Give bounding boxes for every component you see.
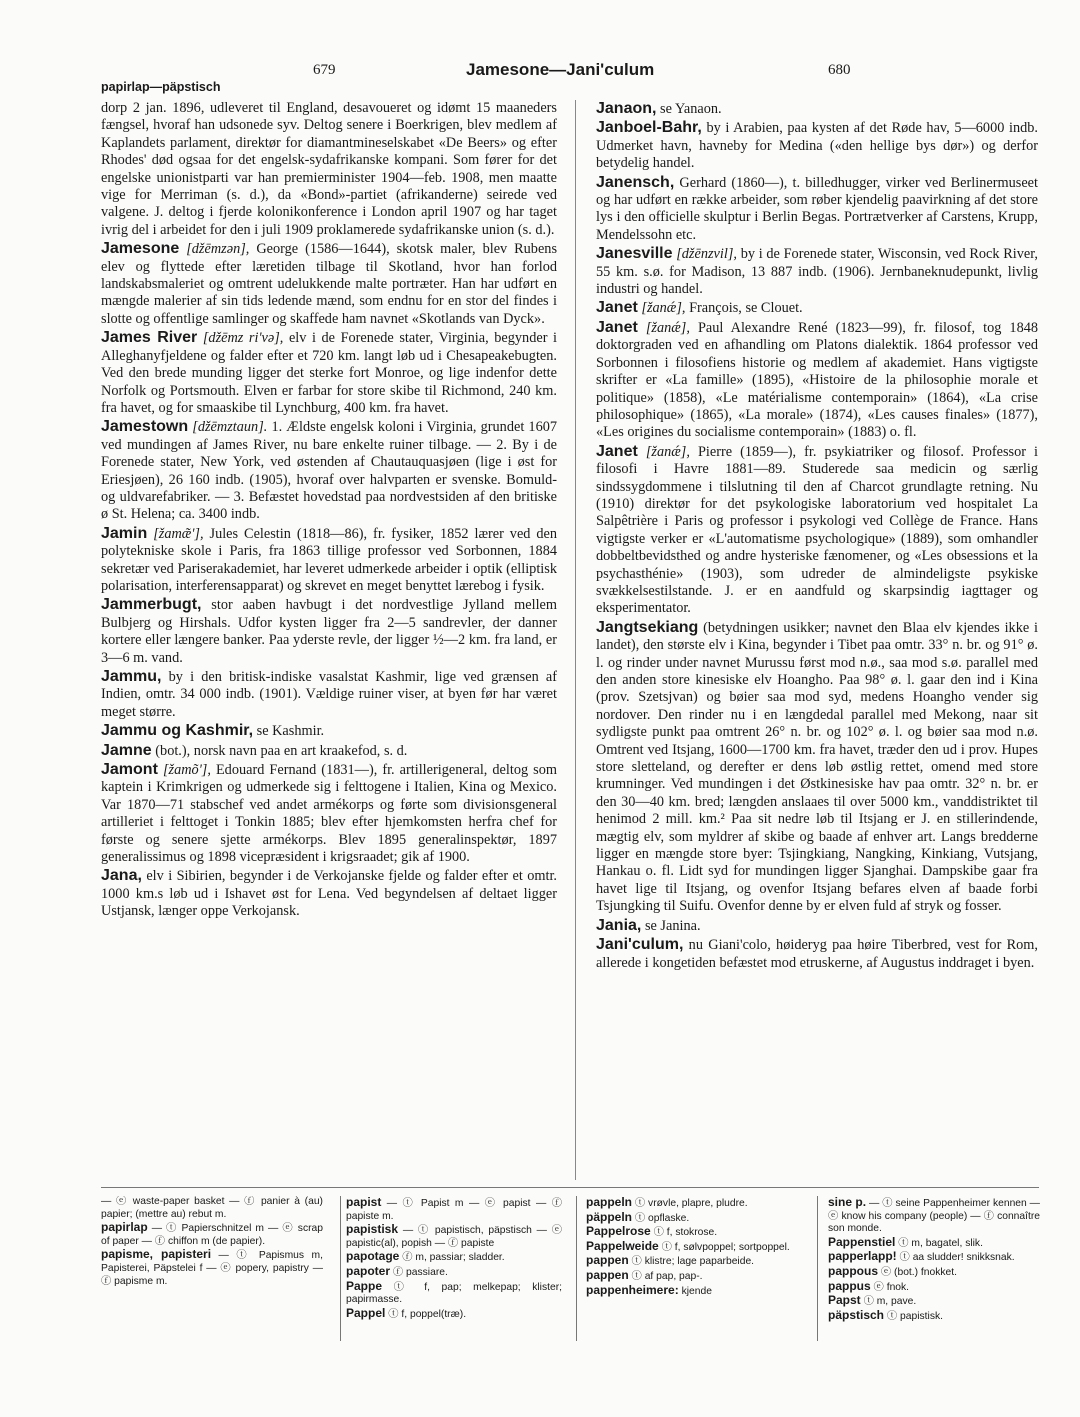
entry-text: (betydningen usikker; navnet den Blaa elv kjendes ikke i landet), den største elv i Kina, begynder i Tibet paa omtr. 33° n. br. og 91° ø. l. og rinder under navnet Murussu først mod n.ø., saa mod s.ø. parallel med den anden store kinesiske elv Hoangho. Paa 98° ø. l. gaar den ind i Kina (prov. Szetsjvan) og bøier saa mod syd, medens Hoangho vender sig nordover. Den rinder nu i en længdedal parallel med Mekong, naar sit sydligste punkt paa omtrent 26° n. br. og 102° ø. l. og bøier saa mod n.ø. Omtrent ved Itsjang, 1600—1700 km. fra havet, træder den ud i prov. Hupes store sletteland, og derefter er dens løb østlig rettet, omend med store krumninger. Ved mundingen i det Østkinesiske hav paa omtr. 32° n. br. er den 30—40 km. bred; længden anslaaes til over 5000 km., vanddistriktet til henimod 2 mill. km.² Paa sit nedre løb til Itsjang er J. en stillerindende, mægtig elv, som myldrer af skibe og baade af enhver art. Langs bredderne ligger en mængde store byer: Tsjingkiang, Nangking, Kinkiang, Vutsjang, Hankau o. fl. Lidt syd for mundingen ligger Sjanghai. Dampskibe gaar fra havet lige til Itsjang, og ovenfor Itsjang befares elven af baade forbi Tsjungking til Suifu. Ovenfor denne by er elven fuld af stryk og fosser. [596,619,1038,915]
entry [101,742,557,760]
footer-entry [828,1196,1040,1236]
entry-pronunciation: [žanǽ], [641,300,686,317]
entry [101,100,557,239]
footer-entry [346,1196,562,1223]
footer-word: pappen [586,1253,629,1268]
footer-word: papisme, papisteri [101,1247,212,1262]
entry [101,525,557,596]
column-divider [575,100,576,1180]
footer-translation: ⓣ f, stokrose. [653,1227,718,1239]
entry [101,668,557,721]
footer-entry [346,1280,562,1307]
footer-translation: ⓣ vrøvle, plapre, pludre. [634,1198,748,1209]
entry-pronunciation: [džēmz ri'və], [202,330,284,347]
footer-entry [828,1250,1040,1265]
footer-translation: — ⓣ Papierschnitzel m — ⓔ scrap of paper — ⓕ chiffon m (de papier). [101,1223,323,1247]
footer-translation: ⓣ papistisk. [886,1310,943,1322]
entry-headword: Janboel-Bahr, [596,119,702,137]
entry-pronunciation: [džēmzən], [186,241,250,258]
running-title: Jamesone—Jani'culum [466,60,655,79]
entry-pronunciation: [žamõ'], [162,762,211,779]
entry-text: Paul Alexandre René (1823—99), fr. filosof, tog 1848 doktorgraden ved en afhandling om Platons dialektik. 1864 professor ved Sorbonnen i filosofiens historie og medlem af akademiet. Hans vigtigste skrifter er «La famille» (1895), «Histoire de la philosophie morale et politique» (1858), «Le matérialisme contemporain» (1864), «La crise philosophique» (1865), «La morale» (1874), «Les causes finales» (1877), «Les origines du socialisme contemporain» (1883) o. fl. [596,319,1038,441]
entry-text: Gerhard (1860—), t. billedhugger, virker ved Berlinermuseet og har udført en række arbeider, som røber kjendelig paavirkning af det store lys i den officielle skulptur i Berlin Begas. Portrætverker af Carstens, Krupp, Mendelssohn etc. [596,174,1038,243]
entry [596,319,1038,442]
footer-entry [828,1280,1040,1295]
footer-word: pappus [828,1278,871,1293]
footer-entry [828,1309,1040,1324]
entry-text: Edouard Fernand (1831—), fr. artillerigeneral, deltog som kaptein i Krimkrigen og udmerkede sig i felttogene i Italien, Kina og Mexico. Var 1870—71 stabschef ved andet armékorps og førte som divisionsgeneral artilleriet i felttoget i Tonkin 1885; blev efter hjemkomsten herfra chef for første og senere sjette armékorps. Blev 1895 generalinspektør, 1897 generalissimus og 1898 vicepræsident i krigsraadet; gik af 1900. [101,762,557,866]
entry-text: by i Arabien, paa kysten af det Røde hav, 5—6000 indb. Udmerket havn, havneby for Medina («den hellige bys dør») og derfor betydelig handel. [596,120,1038,172]
entry-text: se Janina. [644,917,701,934]
entry-headword: Jammu og Kashmir, [101,722,254,740]
footer-column-divider [817,1196,818,1341]
entry-headword: Janet [596,442,638,460]
footer-word: päppeln [586,1209,633,1224]
right-column [596,100,1038,1180]
entry-headword: Janensch, [596,173,675,191]
left-column [101,100,557,1180]
footer-entry [828,1294,1040,1309]
entry-text: dorp 2 jan. 1896, udleveret til England, desavoueret og idømt 15 maaneders fængsel, hvoraf han udsonede syv. Deltog senere i Boerkrigen, blev medlem af Kaplandets parlament, direktør for diamantmineselskabet «De Beers» og efter Rhodes' død ogsaa for det engelsk-sydafrikanske kompani. Som fører for det engelske unionistparti var han premierminister 1904—feb. 1908, men maatte vige for Merriman (s. d.), da «Bond»-partiet (afrikanderne) seirede ved valgene. J. deltog i fjerde kolonikonference i London april 1907 og har taget ivrig del i arbeidet for den i juli 1909 proklamerede sydafrikanske union (s. d.). [101,100,557,238]
entry-headword: Jamont [101,761,158,779]
entry-headword: Jammerbugt, [101,596,202,614]
footer-entry [828,1265,1040,1280]
entry [101,867,557,920]
footer-word: papperlapp! [828,1249,897,1264]
entry-headword: Jamin [101,524,148,542]
entry [101,240,557,328]
footer-translation: — ⓣ papistisch, päpstisch — ⓔ papistic(al), popish — ⓕ papiste [346,1225,562,1249]
entry-text: François, se Clouet. [689,300,803,317]
entry-headword: Janet [596,299,638,317]
footer-translation: ⓣ m, bagatel, slik. [898,1237,983,1249]
footer-word: päpstisch [828,1307,885,1322]
entry [596,100,1038,118]
footer-column-3 [586,1196,802,1346]
footer-word: pappeln [586,1196,633,1209]
page-number-right: 680 [828,62,851,78]
footer-column-2 [346,1196,562,1346]
entry-text: 1. Ældste engelsk koloni i Virginia, grundet 1607 ved mundingen af James River, nu bare enkelte ruiner tilbage. — 2. By i de Forenede stater, New York, ved østenden af Chautauquasjøen (lige i øst for Eriesjøen), 26 160 indb. (1905), hvoraf over halvparten er svenske. Bomuld- og uldvarefabriker. — 3. Befæstet hovedstad paa nordvestsiden af den britiske ø St. Helena; ca. 3400 indb. [101,419,557,523]
entry-pronunciation: [žanǽ], [645,443,690,460]
footer-translation: ⓕ m, passiar; sladder. [402,1252,505,1264]
footer-entry [586,1254,802,1269]
entry-text: se Kashmir. [256,723,325,740]
entry-text: Jules Celestin (1818—86), fr. fysiker, 1852 lærer ved den polytekniske skole i Paris, fra 1863 tillige professor ved Sorbonnen, 1884 sekretær ved Pariserakademiet, har leveret udmerkede arbeider i optik (elliptisk polarisation, interferensapparat) og skrevet en meget benyttet lærebog i fysik. [101,525,557,594]
entry-text: stor aaben havbugt i det nordvestlige Jylland mellem Bulbjerg og Hirshals. Udfor kysten ligger fra 2—5 sandrevler, der danner kortere eller længere banker. Paa yderste revle, der ligger ½—2 km. fra land, er 3—6 m. vand. [101,597,557,666]
footer-word: Pappel [346,1305,386,1320]
footer-divider [101,1187,1039,1188]
footer-column-4 [828,1196,1040,1346]
entry-text: Pierre (1859—), fr. psykiatriker og filosof. Professor i filosofi i Havre 1881—89. Studerede saa medicin og særlig sindssygdommene i tilslutning til den af Charcot grundlagte retning. Nu (1910) direktør for det psykologiske laboratorium ved hospitalet La Salpêtrière i Paris og professor i psykologi ved Collège de France. Hans vigtigste verker er «L'automatisme psychologique» (1889), som omhandler dobbeltbevidsthed og andre hysteriske fænomener, og «Les obsessions et la psychasthénie» (1903), som udreder de almindeligste psykiske svækkelsestilstande. J. er en aandfuld og skarpsindig iagttager og eksperimentator. [596,443,1038,617]
entry-pronunciation: [žamæ̃'], [153,525,204,542]
entry-headword: Jammu, [101,668,162,685]
entry-headword: Jamne [101,741,152,759]
footer-column-1 [101,1196,323,1346]
entry-text: elv i de Forenede stater, Virginia, begynder i Alleghanyfjeldene og falder efter et 720 km. langt løb ud i Chesapeakebugten. Ved den brede munding ligger det sterke fort Monroe, og lige indenfor dette Norfolk og Portsmouth. Elven er farbar for store skibe til Richmond, 240 km. fra havet, og for smaaskibe til Lynchburg, 400 km. fra havet. [101,330,557,416]
footer-entry [586,1196,802,1211]
entry [101,596,557,667]
footer-word: Pappe [346,1278,383,1293]
footer-translation: ⓣ klistre; lage paparbeide. [631,1256,755,1268]
footer-word: sine p. [828,1196,867,1209]
entry-headword: James River [101,329,198,347]
entry-pronunciation: [džēmztaun]. [192,419,268,436]
footer-translation: — ⓣ Papist m — ⓔ papist — ⓕ papiste m. [346,1198,562,1222]
guide-word: papirlap—päpstisch [101,80,221,94]
footer-translation: kjende [681,1285,712,1297]
footer-translation: ⓣ f, sølvpoppel; sortpoppel. [661,1241,790,1253]
footer-entry [586,1284,802,1299]
footer-entry [346,1250,562,1265]
footer-entry [586,1211,802,1226]
entry-text: se Yanaon. [660,101,722,117]
footer-entry [346,1223,562,1250]
footer-column-divider [340,1196,341,1341]
footer-entry [828,1236,1040,1251]
footer-translation: ⓔ fnok. [873,1281,910,1293]
footer-word: papoter [346,1263,391,1278]
entry-headword: Janet [596,318,638,336]
footer-word: pappen [586,1267,629,1282]
footer-translation: ⓕ passiare. [392,1266,448,1278]
entry-headword: Janesville [596,245,673,263]
footer-entry [586,1240,802,1255]
entry [596,936,1038,972]
footer-word: pappenheimere: [586,1282,679,1297]
entry-text: (bot.), norsk navn paa en art kraakefod, s. d. [155,742,408,759]
entry [596,443,1038,618]
entry [101,722,557,740]
footer-word: Pappenstiel [828,1234,896,1249]
footer-word: papotage [346,1249,400,1264]
entry-headword: Jangtsekiang [596,618,699,636]
entry [596,299,1038,317]
footer-translation: ⓣ f, pap; melkepap; klister; papirmasse. [346,1281,562,1306]
entry [596,174,1038,245]
entry-headword: Jani'culum, [596,936,684,954]
entry-headword: Jana, [101,867,142,885]
entry [101,418,557,523]
footer-word: papist [346,1196,382,1209]
entry [596,917,1038,935]
footer-entry [346,1307,562,1322]
entry-headword: Janaon, [596,100,657,117]
footer-entry [586,1225,802,1240]
footer-entry [101,1221,323,1248]
footer-translation: — ⓣ seine Pappenheimer kennen — ⓔ know his company (people) — ⓕ connaître son monde. [828,1198,1040,1235]
footer-translation: ⓣ opflaske. [634,1212,690,1224]
footer-translation: ⓣ af pap, pap-. [631,1270,703,1282]
entry [596,619,1038,916]
footer-column-divider [576,1196,577,1341]
footer-word: papirlap [101,1220,148,1235]
entry-pronunciation: [žanǽ], [645,319,690,336]
entry-headword: Jamestown [101,418,189,436]
footer-word: pappous [828,1263,878,1278]
footer-translation: ⓣ aa sludder! snikksnak. [899,1252,1015,1264]
entry [101,329,557,417]
footer-entry [101,1248,323,1288]
footer-word: Papst [828,1293,861,1308]
entry-text: by i de Forenede stater, Wisconsin, ved Rock River, 55 km. s.ø. for Madison, 13 887 indb. (1906). Jernbaneknudepunkt, livlig industri og handel. [596,246,1038,298]
entry [596,119,1038,172]
footer-translation: — ⓔ waste-paper basket — ⓕ panier à (au) papier; (mettre au) rebut m. [101,1196,323,1220]
entry-text: elv i Sibirien, begynder i de Verkojanske fjelde og falder efter et omtr. 1000 km.s løb ud i Ishavet øst for Lena. Ved begyndelsen af deltaet ligger Ustjansk, længer oppe Verkojansk. [101,868,557,920]
entry [101,761,557,866]
footer-translation: ⓔ (bot.) fnokket. [880,1266,957,1278]
entry-text: George (1586—1644), skotsk maler, blev Rubens elev og flyttede efter læretiden tilbage til Skotland, hvor han forlod landskabsmaleriet og omtrent udelukkende malte portræter. Han har udført en mængde malerier af sin tids ledende mænd, som endnu for en stor del findes i slotte og offentlige samlinger og skaffede ham navnet «Skotlands van Dyck». [101,241,557,327]
page-number-left: 679 [313,62,336,78]
footer-translation: — ⓣ Papismus m, Papisterei, Päpstelei f — ⓔ popery, papistry — ⓕ papisme m. [101,1250,323,1287]
entry-pronunciation: [džēnzvil], [676,246,737,263]
footer-word: papistisk [346,1222,399,1237]
entry-headword: Jania, [596,916,642,934]
footer-entry [346,1265,562,1280]
entry [596,245,1038,298]
footer-entry [101,1196,323,1221]
footer-word: Pappelweide [586,1238,659,1253]
footer-translation: ⓣ m, pave. [863,1296,917,1308]
entry-headword: Jamesone [101,240,180,258]
footer-entry [586,1269,802,1284]
footer-translation: ⓣ f, poppel(træ). [388,1308,467,1320]
entry-text: by i den britisk-indiske vasalstat Kashmir, lige ved grænsen af Indien, omtr. 34 000 indb. (1901). Vældige ruiner viser, at byen før har været meget større. [101,669,557,720]
footer-word: Pappelrose [586,1224,651,1239]
entry-text: nu Giani'colo, høideryg paa høire Tiberbred, vest for Rom, allerede i kongetiden befæstet mod etruskerne, af Augustus inddraget i byen. [596,937,1038,971]
